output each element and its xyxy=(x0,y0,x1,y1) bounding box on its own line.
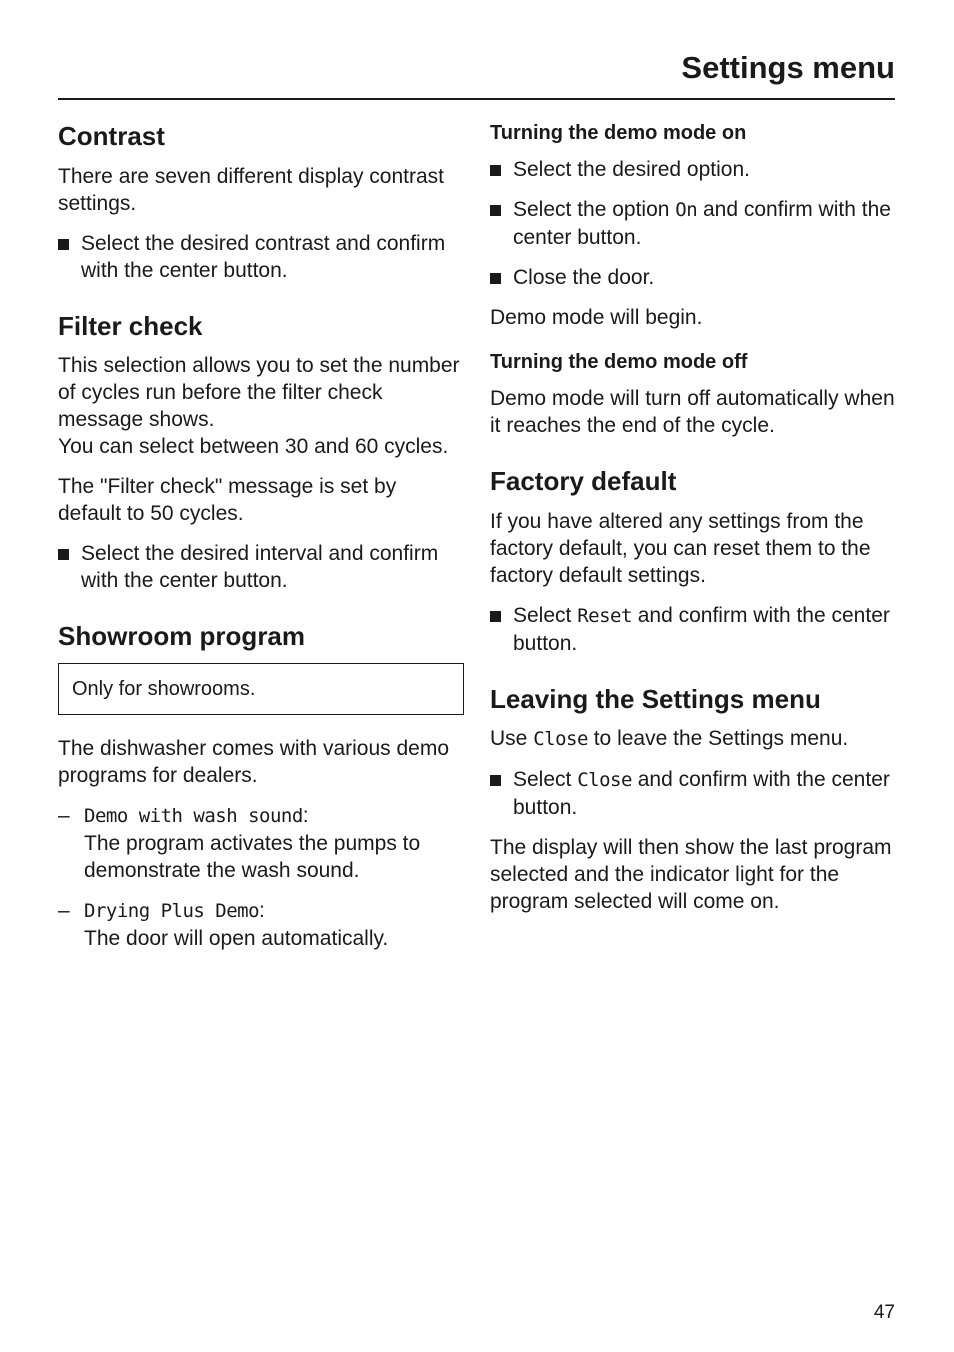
showroom-option-desc: The door will open automatically. xyxy=(84,926,389,950)
contrast-bullet-text: Select the desired contrast and confirm with the center button. xyxy=(81,231,446,282)
filter-check-bullet xyxy=(58,540,464,594)
dash-marker: – xyxy=(58,898,70,922)
leaving-intro xyxy=(490,725,896,753)
option-colon: : xyxy=(302,803,309,827)
bullet-square-icon xyxy=(490,611,501,622)
leaving-intro-pre: Use xyxy=(490,727,534,750)
demo-on-bullet-text: Select the desired option. xyxy=(513,158,750,181)
demo-off-text: Demo mode will turn off automatically when it reaches the end of the cycle. xyxy=(490,387,895,437)
factory-default-heading: Factory default xyxy=(490,466,677,496)
filter-check-bullet-text: Select the desired interval and confirm with the center button. xyxy=(81,542,439,592)
filter-check-default: The "Filter check" message is set by default to 50 cycles. xyxy=(58,475,397,525)
page-number: 47 xyxy=(873,1302,895,1323)
contrast-heading: Contrast xyxy=(58,121,165,151)
contrast-bullet xyxy=(58,230,464,284)
demo-on-bullet xyxy=(490,156,896,183)
showroom-item xyxy=(58,897,464,952)
dash-marker: – xyxy=(58,803,70,827)
bullet-text-post: and confirm with the center button. xyxy=(513,198,891,249)
leaving-outro: The display will then show the last program selected and the indicator light for the program selected will come on. xyxy=(490,836,892,913)
bullet-text-pre: Select the option xyxy=(513,198,676,221)
factory-default-bullet xyxy=(490,602,896,657)
demo-on-bullet xyxy=(490,264,896,291)
title-rule xyxy=(58,98,895,100)
demo-on-result: Demo mode will begin. xyxy=(490,306,703,329)
showroom-item xyxy=(58,802,464,884)
bullet-square-icon xyxy=(58,239,69,250)
demo-off-heading: Turning the demo mode off xyxy=(490,351,748,373)
display-option-close: Close xyxy=(577,769,632,791)
demo-on-bullet-text: Close the door. xyxy=(513,266,655,289)
filter-check-heading: Filter check xyxy=(58,310,203,341)
showroom-section xyxy=(58,620,464,952)
bullet-text-pre: Select xyxy=(513,603,578,627)
demo-on-section xyxy=(490,120,896,331)
showroom-intro: The dishwasher comes with various demo programs for dealers. xyxy=(58,736,450,787)
bullet-text-post: and confirm with the center button. xyxy=(513,768,890,819)
showroom-option-desc: The program activates the pumps to demonstrate the wash sound. xyxy=(84,831,421,882)
bullet-square-icon xyxy=(490,273,501,284)
option-colon: : xyxy=(259,898,265,922)
demo-off-section xyxy=(490,349,896,439)
leaving-intro-post: to leave the Settings menu. xyxy=(587,727,849,750)
bullet-square-icon xyxy=(490,775,501,786)
demo-on-bullet xyxy=(490,196,896,251)
showroom-option: Demo with wash sound xyxy=(84,804,303,827)
right-column xyxy=(490,120,896,941)
display-option-close: Close xyxy=(533,728,588,750)
showroom-note-box: Only for showrooms. xyxy=(58,663,464,715)
filter-check-intro: This selection allows you to set the number of cycles run before the filter check message shows. xyxy=(58,354,460,431)
showroom-heading: Showroom program xyxy=(58,621,306,651)
bullet-square-icon xyxy=(490,205,501,216)
display-option-on: On xyxy=(675,199,698,221)
leaving-section xyxy=(490,683,896,916)
demo-on-heading: Turning the demo mode on xyxy=(490,122,747,144)
left-column xyxy=(58,120,464,978)
bullet-text-pre: Select xyxy=(513,768,578,791)
filter-check-section xyxy=(58,310,464,595)
factory-default-intro: If you have altered any settings from the factory default, you can reset them to the factory default settings. xyxy=(490,509,871,587)
page-title: Settings menu xyxy=(681,50,895,85)
contrast-intro: There are seven different display contrast settings. xyxy=(58,164,444,215)
filter-check-range: You can select between 30 and 60 cycles. xyxy=(58,435,449,458)
bullet-text-post: and confirm with the center button. xyxy=(513,603,890,655)
contrast-section xyxy=(58,120,464,284)
showroom-option: Drying Plus Demo xyxy=(84,899,260,922)
leaving-heading: Leaving the Settings menu xyxy=(490,683,821,714)
display-option-reset: Reset xyxy=(577,604,632,627)
leaving-bullet xyxy=(490,766,896,821)
factory-default-section xyxy=(490,465,896,657)
bullet-square-icon xyxy=(490,165,501,176)
bullet-square-icon xyxy=(58,549,69,560)
